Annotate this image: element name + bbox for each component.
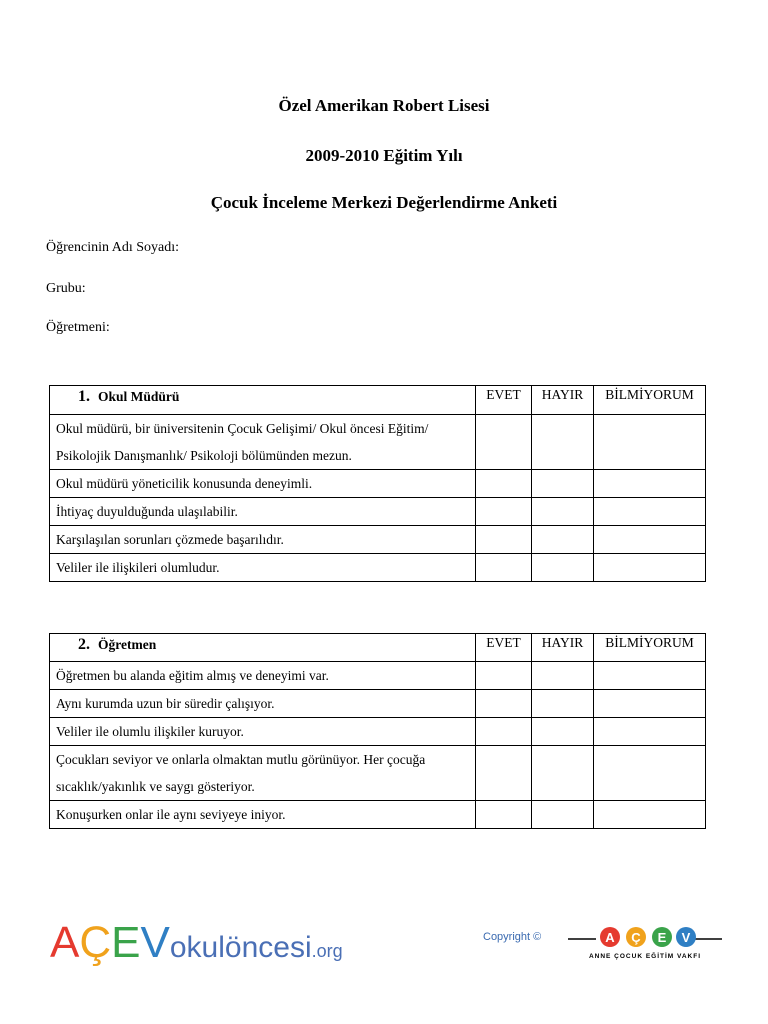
option-yes-header: EVET: [476, 634, 532, 662]
answer-no-cell[interactable]: [532, 690, 594, 718]
answer-dont-know-cell[interactable]: [594, 498, 706, 526]
logo-letter-a: A: [50, 918, 80, 967]
logo-word: okulöncesi: [169, 931, 312, 964]
section-number: 1.: [78, 388, 90, 405]
answer-dont-know-cell[interactable]: [594, 526, 706, 554]
logo-tld: .org: [311, 941, 343, 961]
option-dont-know-header: BİLMİYORUM: [594, 634, 706, 662]
answer-yes-cell[interactable]: [476, 690, 532, 718]
question-text: Okul müdürü, bir üniversitenin Çocuk Gelişimi/ Okul öncesi Eğitim/ Psikolojik Danışmanlık/ Psikoloji bölümünden mezun.: [50, 415, 476, 470]
group-label: Grubu:: [46, 281, 86, 296]
acev-letter-c: Ç: [631, 930, 641, 945]
answer-no-cell[interactable]: [532, 554, 594, 582]
section-number: 2.: [78, 636, 90, 653]
section-header: [50, 634, 476, 662]
answer-yes-cell[interactable]: [476, 526, 532, 554]
question-text: Konuşurken onlar ile aynı seviyeye iniyor.: [50, 801, 476, 829]
answer-dont-know-cell[interactable]: [594, 801, 706, 829]
question-text: Çocukları seviyor ve onlarla olmaktan mutlu görünüyor. Her çocuğa sıcaklık/yakınlık ve saygı gösteriyor.: [50, 746, 476, 801]
section-title: Öğretmen: [98, 637, 157, 652]
answer-no-cell[interactable]: [532, 498, 594, 526]
question-text: Aynı kurumda uzun bir süredir çalışıyor.: [50, 690, 476, 718]
answer-yes-cell[interactable]: [476, 470, 532, 498]
option-no-header: HAYIR: [532, 386, 594, 415]
answer-dont-know-cell[interactable]: [594, 554, 706, 582]
answer-no-cell[interactable]: [532, 718, 594, 746]
copyright-text: Copyright ©: [483, 931, 542, 943]
answer-yes-cell[interactable]: [476, 801, 532, 829]
acev-tagline: ANNE ÇOCUK EĞİTİM VAKFI: [588, 953, 702, 960]
answer-yes-cell[interactable]: [476, 554, 532, 582]
section-header: [50, 386, 476, 415]
question-text: Okul müdürü yöneticilik konusunda deneyimli.: [50, 470, 476, 498]
section-2-table: [49, 633, 706, 829]
acev-okuloncesi-logo: [50, 918, 343, 968]
option-no-header: HAYIR: [532, 634, 594, 662]
option-dont-know-header: BİLMİYORUM: [594, 386, 706, 415]
answer-dont-know-cell[interactable]: [594, 415, 706, 470]
answer-no-cell[interactable]: [532, 470, 594, 498]
student-name-label: Öğrencinin Adı Soyadı:: [46, 240, 179, 255]
question-text: Veliler ile olumlu ilişkiler kuruyor.: [50, 718, 476, 746]
answer-no-cell[interactable]: [532, 415, 594, 470]
acev-letter-v: V: [681, 930, 691, 945]
answer-dont-know-cell[interactable]: [594, 746, 706, 801]
question-text: Öğretmen bu alanda eğitim almış ve deneyimi var.: [50, 662, 476, 690]
answer-dont-know-cell[interactable]: [594, 690, 706, 718]
question-text: Karşılaşılan sorunları çözmede başarılıdır.: [50, 526, 476, 554]
acev-letter-a: A: [605, 930, 615, 945]
section-title: Okul Müdürü: [98, 389, 180, 404]
answer-no-cell[interactable]: [532, 746, 594, 801]
answer-dont-know-cell[interactable]: [594, 718, 706, 746]
year-title: 2009-2010 Eğitim Yılı: [305, 146, 463, 165]
teacher-label: Öğretmeni:: [46, 320, 110, 335]
answer-dont-know-cell[interactable]: [594, 662, 706, 690]
logo-letter-c: Ç: [79, 918, 112, 967]
answer-no-cell[interactable]: [532, 801, 594, 829]
answer-dont-know-cell[interactable]: [594, 470, 706, 498]
answer-yes-cell[interactable]: [476, 662, 532, 690]
survey-title: Çocuk İnceleme Merkezi Değerlendirme Anketi: [210, 193, 558, 212]
acev-letter-e: E: [657, 930, 667, 945]
section-1-table: [49, 385, 706, 582]
answer-yes-cell[interactable]: [476, 746, 532, 801]
answer-yes-cell[interactable]: [476, 718, 532, 746]
answer-no-cell[interactable]: [532, 526, 594, 554]
logo-letter-v: V: [140, 918, 170, 967]
logo-letter-e: E: [111, 918, 141, 967]
school-title: Özel Amerikan Robert Lisesi: [278, 96, 490, 115]
question-text: Veliler ile ilişkileri olumludur.: [50, 554, 476, 582]
answer-no-cell[interactable]: [532, 662, 594, 690]
question-text: İhtiyaç duyulduğunda ulaşılabilir.: [50, 498, 476, 526]
answer-yes-cell[interactable]: [476, 415, 532, 470]
acev-foundation-logo: [568, 926, 722, 960]
answer-yes-cell[interactable]: [476, 498, 532, 526]
option-yes-header: EVET: [476, 386, 532, 415]
